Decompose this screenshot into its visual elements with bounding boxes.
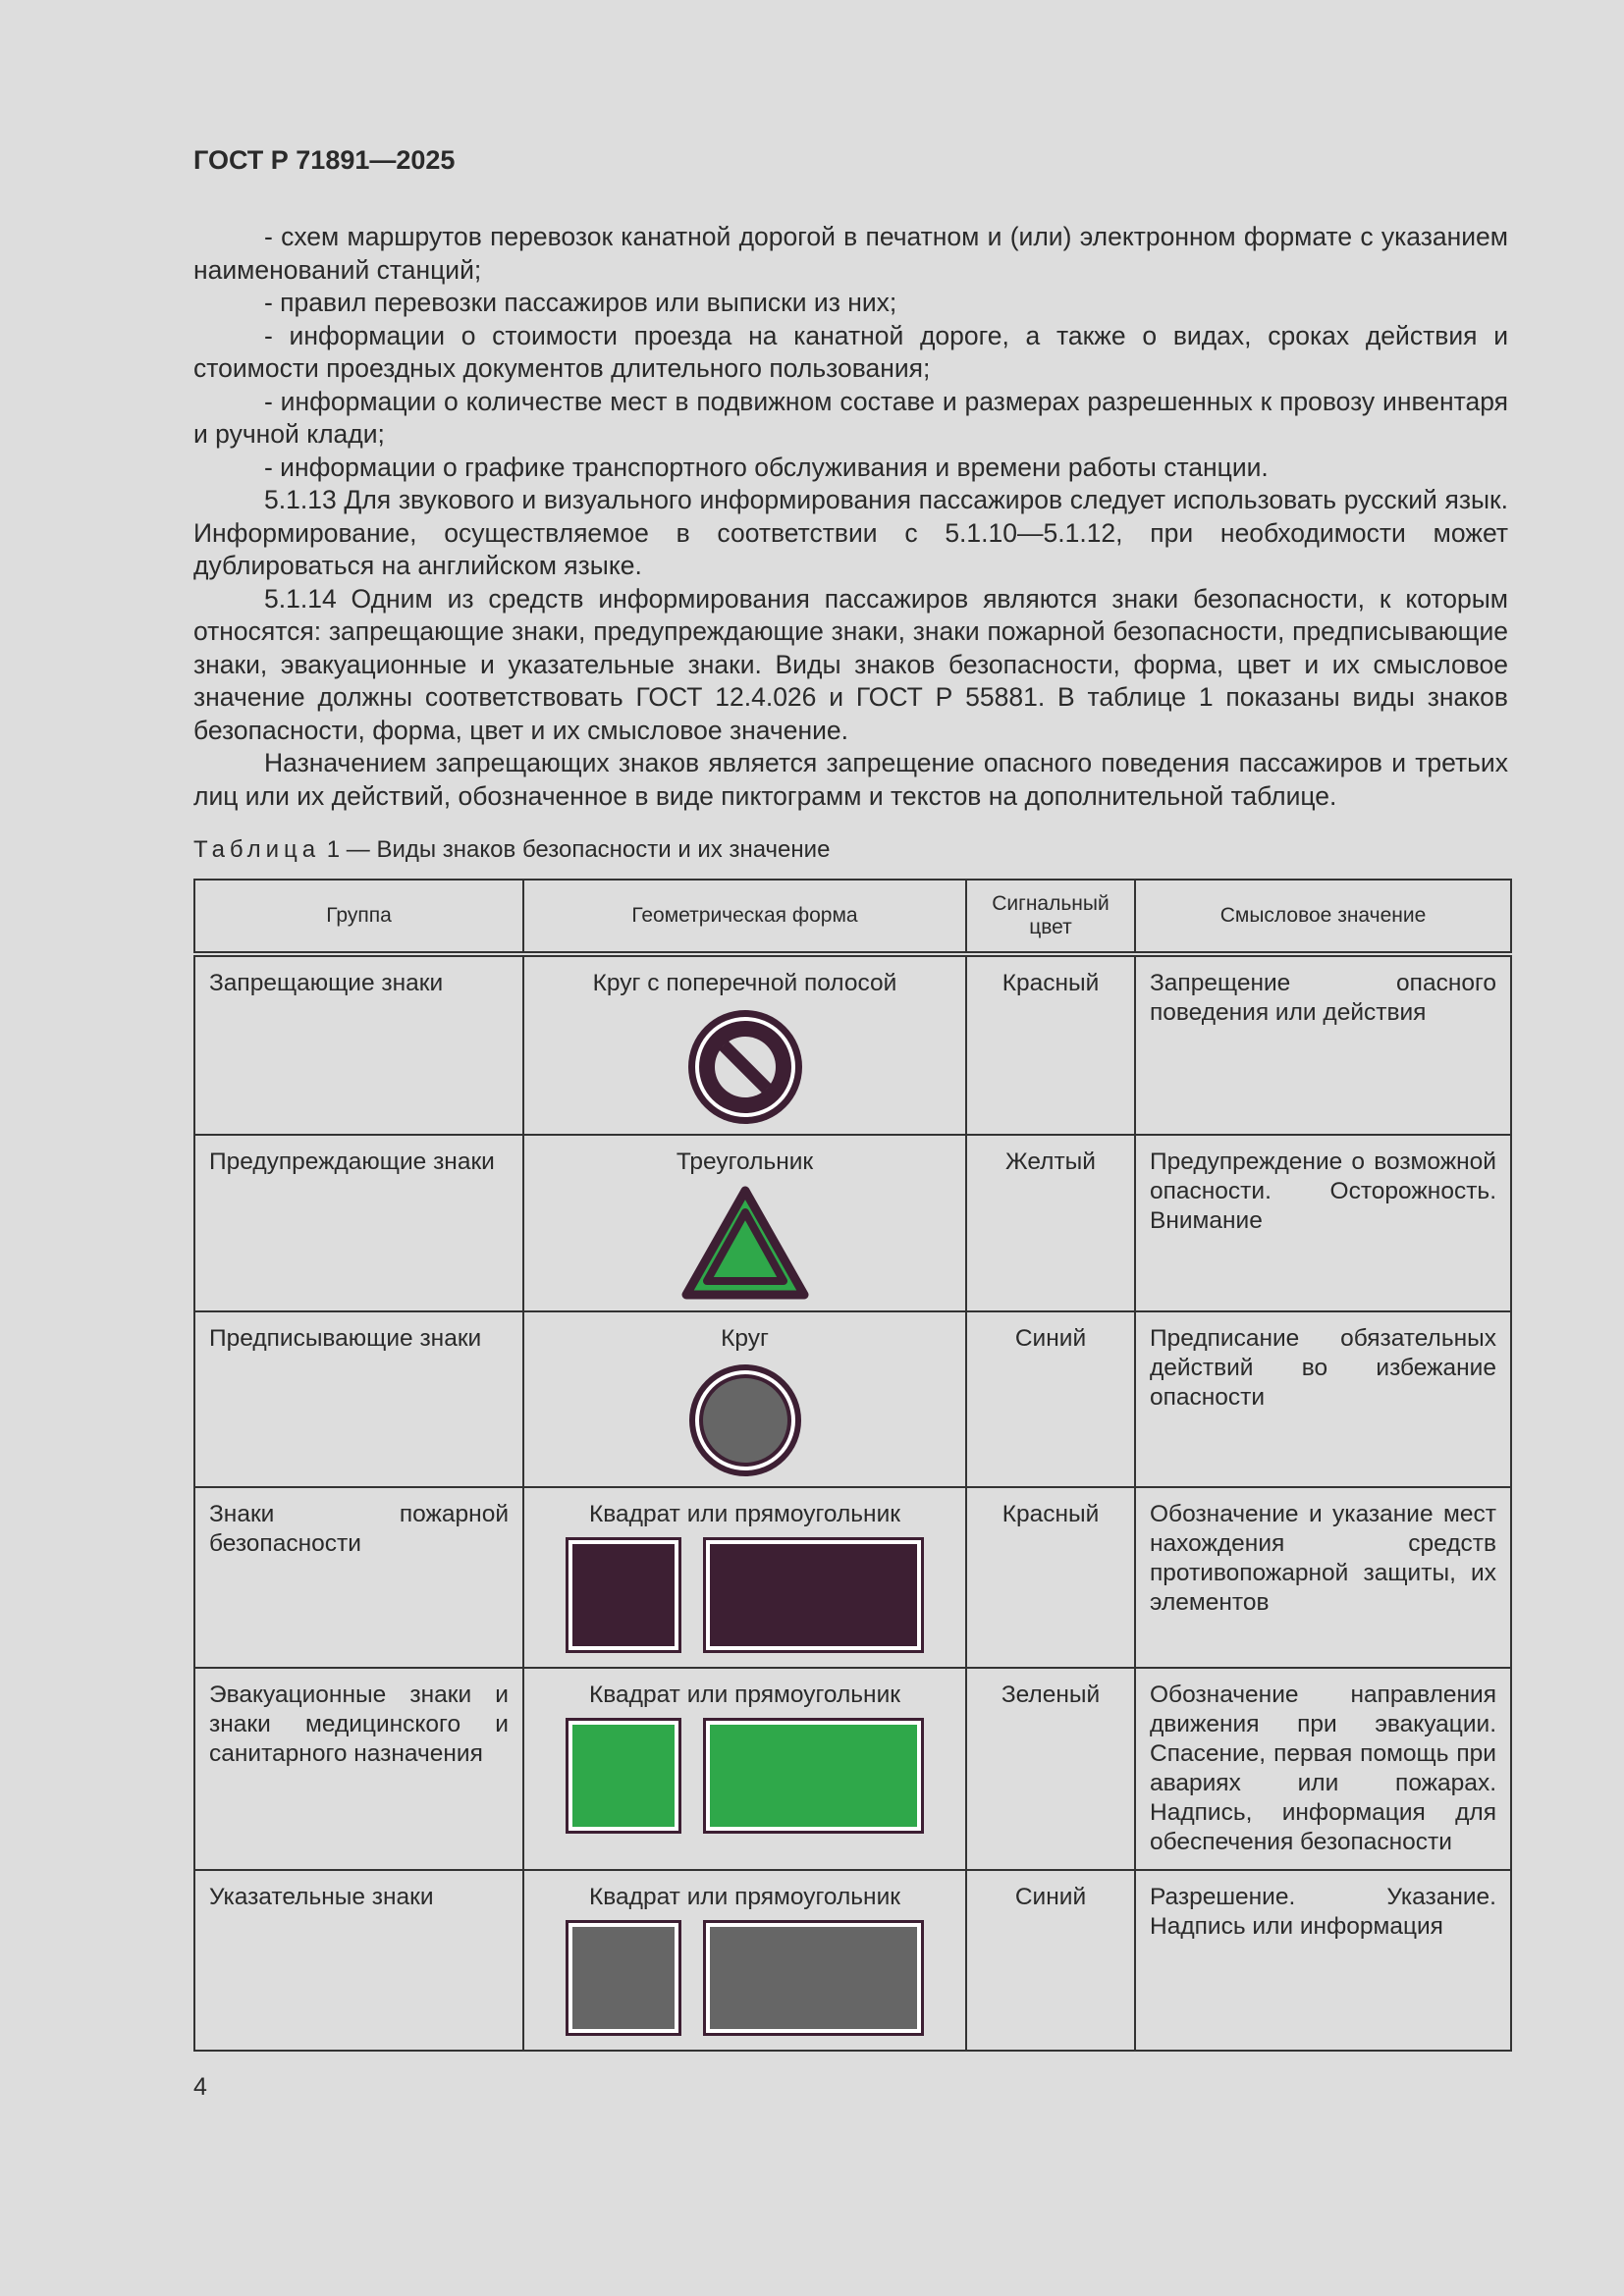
evacuation-square-icon <box>566 1718 681 1834</box>
table-caption-label: Таблица <box>193 836 321 863</box>
cell-group: Знаки пожарной безопасности <box>194 1487 523 1668</box>
shape-label: Квадрат или прямоугольник <box>589 1682 900 1708</box>
document-header: ГОСТ Р 71891—2025 <box>193 145 456 175</box>
shape-label: Квадрат или прямоугольник <box>589 1501 900 1527</box>
table-header-row <box>194 880 1511 954</box>
evacuation-rectangle-icon <box>703 1718 924 1834</box>
cell-group: Запрещающие знаки <box>194 954 523 1135</box>
table-row <box>194 1487 1511 1668</box>
paragraph-5-1-13: 5.1.13 Для звукового и визуального информирования пассажиров следует использовать русский язык. Информирование, осуществляемое в соответствии с 5.1.10—5.1.12, при необходимости может дублироваться на английском языке. <box>193 485 1508 580</box>
cell-meaning: Предупреждение о возможной опасности. Осторожность. Внимание <box>1135 1135 1511 1311</box>
cell-color: Синий <box>966 1311 1135 1487</box>
fire-rectangle-icon <box>703 1537 924 1653</box>
header-shape: Геометрическая форма <box>523 880 966 954</box>
list-item: - правил перевозки пассажиров или выписки из них; <box>264 288 897 317</box>
cell-color: Синий <box>966 1870 1135 2051</box>
cell-meaning: Предписание обязательных действий во избежание опасности <box>1135 1311 1511 1487</box>
table-row <box>194 1668 1511 1870</box>
cell-color: Зеленый <box>966 1668 1135 1870</box>
table-caption-text: 1 — Виды знаков безопасности и их значение <box>320 836 831 863</box>
paragraph-5-1-14: 5.1.14 Одним из средств информирования пассажиров являются знаки безопасности, к которым относятся: запрещающие знаки, предупреждающие знаки, знаки пожарной безопасности, предписывающие знаки, эвакуационные и указательные знаки. Виды знаков безопасности, форма, цвет и их смысловое значение должны соответствовать ГОСТ 12.4.026 и ГОСТ Р 55881. В таблице 1 показаны виды знаков безопасности, форма, цвет и их смысловое значение. <box>193 583 1508 745</box>
indicator-square-icon <box>566 1920 681 2036</box>
shape-label: Круг <box>721 1325 769 1352</box>
cell-meaning: Обозначение направления движения при эвакуации. Спасение, первая помощь при авариях или пожарах. Надпись, информация для обеспечения безопасности <box>1135 1668 1511 1870</box>
shape-label: Треугольник <box>676 1148 814 1175</box>
cell-group: Эвакуационные знаки и знаки медицинского и санитарного назначения <box>194 1668 523 1870</box>
table-row <box>194 954 1511 1135</box>
shape-label: Квадрат или прямоугольник <box>589 1884 900 1910</box>
cell-shape <box>523 954 966 1135</box>
header-meaning: Смысловое значение <box>1135 880 1511 954</box>
table-row <box>194 1870 1511 2051</box>
page-number: 4 <box>193 2073 207 2101</box>
list-item: - информации о количестве мест в подвижном составе и размерах разрешенных к провозу инвентаря и ручной клади; <box>193 386 1508 449</box>
prohibition-sign-icon <box>684 1006 806 1128</box>
cell-shape <box>523 1135 966 1311</box>
warning-triangle-icon <box>680 1185 810 1301</box>
cell-color: Желтый <box>966 1135 1135 1311</box>
shape-label: Круг с поперечной полосой <box>592 970 897 996</box>
cell-shape <box>523 1668 966 1870</box>
cell-meaning: Обозначение и указание мест нахождения средств противопожарной защиты, их элементов <box>1135 1487 1511 1668</box>
cell-meaning: Запрещение опасного поведения или действия <box>1135 954 1511 1135</box>
cell-color: Красный <box>966 1487 1135 1668</box>
cell-shape <box>523 1311 966 1487</box>
safety-signs-table <box>193 879 1512 2052</box>
mandatory-circle-icon <box>686 1362 804 1479</box>
cell-meaning: Разрешение. Указание. Надпись или информация <box>1135 1870 1511 2051</box>
cell-shape <box>523 1487 966 1668</box>
list-item: - информации о стоимости проезда на канатной дороге, а также о видах, сроках действия и стоимости проездных документов длительного пользования; <box>193 320 1508 383</box>
cell-group: Предупреждающие знаки <box>194 1135 523 1311</box>
cell-color: Красный <box>966 954 1135 1135</box>
header-color: Сигнальный цвет <box>966 880 1135 954</box>
fire-square-icon <box>566 1537 681 1653</box>
table-row <box>194 1311 1511 1487</box>
indicator-rectangle-icon <box>703 1920 924 2036</box>
cell-shape <box>523 1870 966 2051</box>
cell-group: Указательные знаки <box>194 1870 523 2051</box>
paragraph-prohibitory: Назначением запрещающих знаков является запрещение опасного поведения пассажиров и третьих лиц или их действий, обозначенное в виде пиктограмм и текстов на дополнительной таблице. <box>193 748 1508 811</box>
header-group: Группа <box>194 880 523 954</box>
table-caption <box>193 836 830 864</box>
cell-group: Предписывающие знаки <box>194 1311 523 1487</box>
body-text <box>193 221 1508 813</box>
list-item: - схем маршрутов перевозок канатной дорогой в печатном и (или) электронном формате с указанием наименований станций; <box>193 222 1508 285</box>
table-row <box>194 1135 1511 1311</box>
list-item: - информации о графике транспортного обслуживания и времени работы станции. <box>264 452 1269 482</box>
